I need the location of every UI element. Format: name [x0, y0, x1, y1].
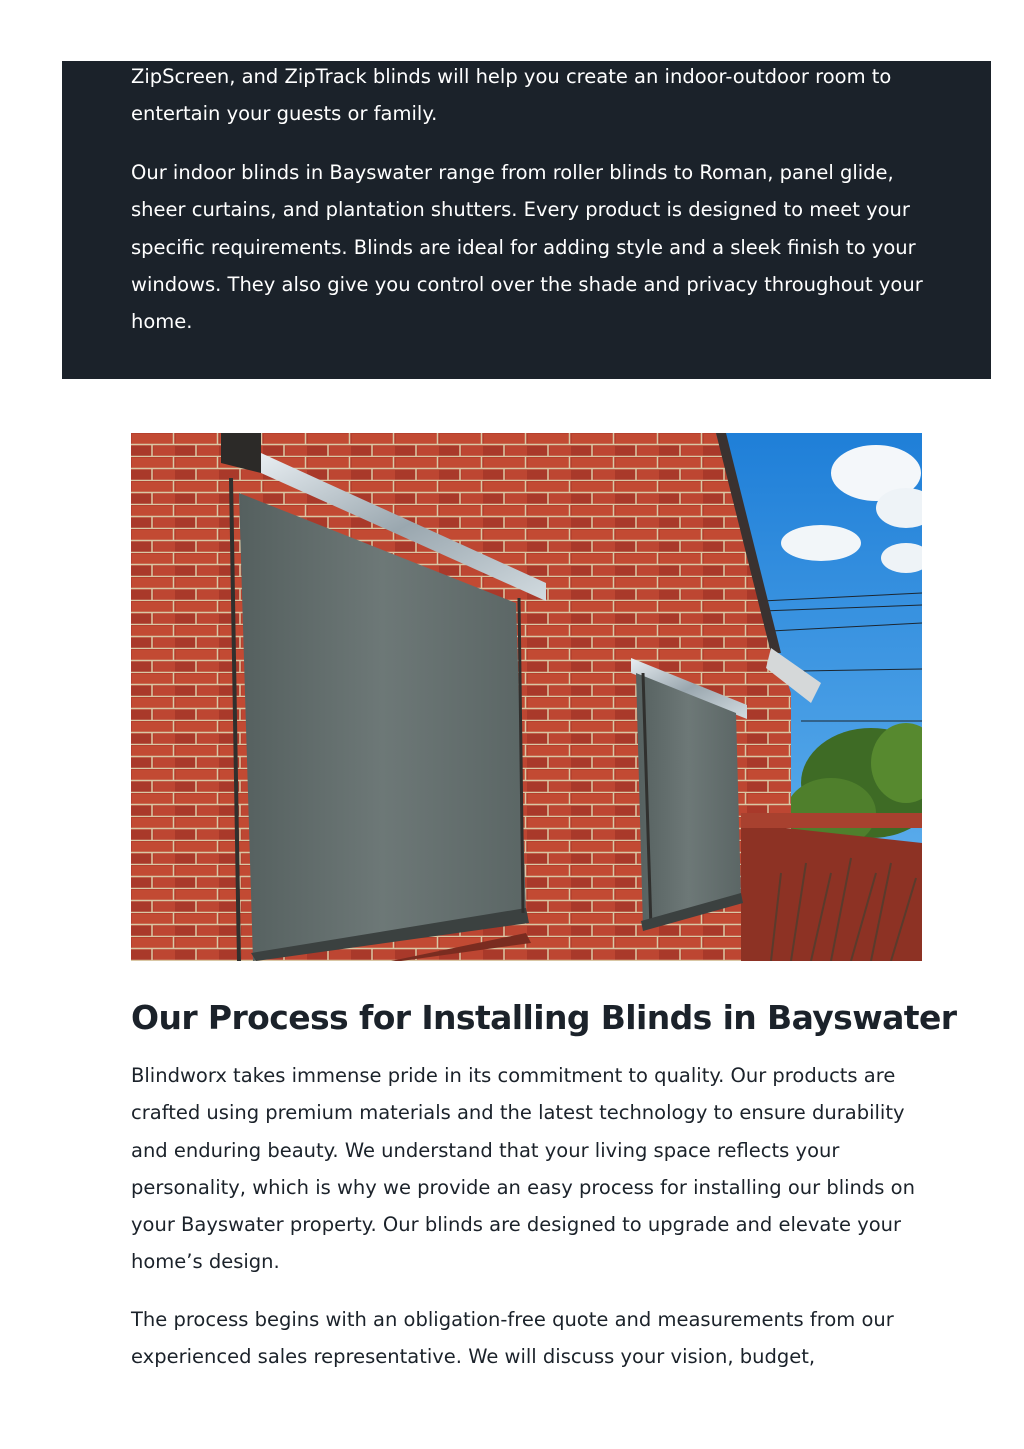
- intro-paragraph-2: Our indoor blinds in Bayswater range from roller blinds to Roman, panel glide, sheer curtains, and plantation shutters. Every product is designed to meet your specific requirements. Blinds are ideal for adding style and a sleek finish to your windows. They also give you control over the shade and privacy throughout your home.: [131, 161, 923, 334]
- process-paragraph-1: Blindworx takes immense pride in its commitment to quality. Our products are crafted using premium materials and the latest technology to ensure durability and enduring beauty. We understand that your living space reflects your personality, which is why we provide an easy process for installing our blinds on your Bayswater property. Our blinds are designed to upgrade and elevate your home’s design.: [131, 1064, 915, 1274]
- intro-paragraph-1: ZipScreen, and ZipTrack blinds will help you create an indoor-outdoor room to entertain your guests or family.: [131, 65, 892, 126]
- outdoor-blinds-photo: [131, 433, 922, 961]
- process-paragraph-2: The process begins with an obligation-free quote and measurements from our experienced sales representative. We will discuss your vision, budget,: [131, 1308, 894, 1369]
- process-section-title: Our Process for Installing Blinds in Bayswater: [131, 998, 957, 1037]
